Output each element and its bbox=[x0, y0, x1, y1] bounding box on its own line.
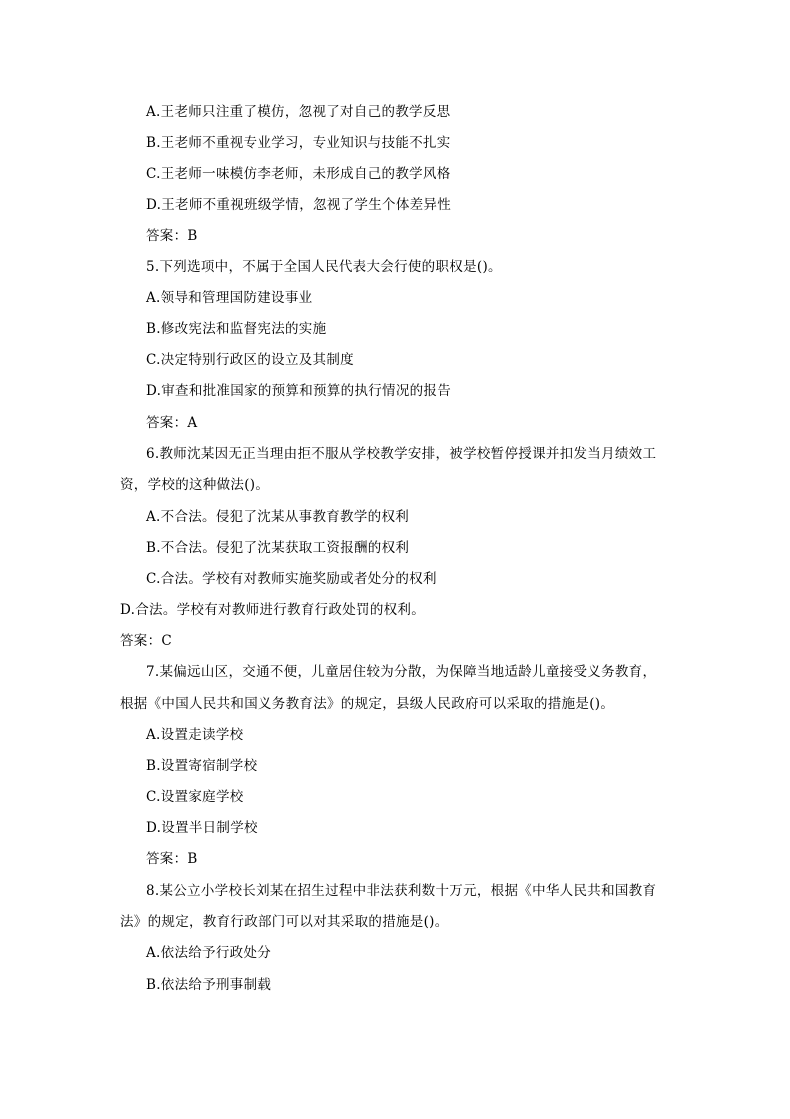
q4-option-a: A.王老师只注重了模仿，忽视了对自己的教学反思 bbox=[146, 104, 451, 120]
q7-option-d: D.设置半日制学校 bbox=[146, 820, 258, 836]
q4-answer: 答案：B bbox=[146, 228, 198, 244]
q6-option-c: C.合法。学校有对教师实施奖励或者处分的权利 bbox=[146, 571, 437, 587]
q8-option-b: B.依法给予刑事制载 bbox=[146, 977, 272, 993]
q5-option-d: D.审查和批准国家的预算和预算的执行情况的报告 bbox=[146, 383, 452, 399]
q5-answer: 答案：A bbox=[146, 415, 198, 431]
q8-stem-line2: 法》的规定，教育行政部门可以对其采取的措施是()。 bbox=[120, 914, 449, 930]
q7-answer: 答案：B bbox=[146, 851, 198, 867]
q4-option-b: B.王老师不重视专业学习，专业知识与技能不扎实 bbox=[146, 135, 451, 151]
q6-option-a: A.不合法。侵犯了沈某从事教育教学的权利 bbox=[146, 509, 410, 525]
q6-option-b: B.不合法。侵犯了沈某获取工资报酬的权利 bbox=[146, 540, 410, 556]
q8-option-a: A.依法给予行政处分 bbox=[146, 945, 272, 961]
q6-stem-line1: 6.教师沈某因无正当理由拒不服从学校教学安排，被学校暂停授课并扣发当月绩效工 bbox=[146, 446, 657, 462]
q5-option-b: B.修改宪法和监督宪法的实施 bbox=[146, 321, 327, 337]
q6-stem-line2: 资，学校的这种做法()。 bbox=[120, 477, 270, 493]
q8-stem-line1: 8.某公立小学校长刘某在招生过程中非法获利数十万元，根据《中华人民共和国教育 bbox=[146, 883, 657, 899]
q4-option-d: D.王老师不重视班级学情，忽视了学生个体差异性 bbox=[146, 197, 452, 213]
q6-answer: 答案：C bbox=[120, 633, 173, 649]
q7-option-c: C.设置家庭学校 bbox=[146, 789, 244, 805]
q7-stem-line1: 7.某偏远山区，交通不便，儿童居住较为分散，为保障当地适龄儿童接受义务教育， bbox=[146, 664, 657, 680]
q5-option-a: A.领导和管理国防建设事业 bbox=[146, 290, 313, 306]
q7-option-b: B.设置寄宿制学校 bbox=[146, 758, 258, 774]
q7-option-a: A.设置走读学校 bbox=[146, 727, 244, 743]
q7-stem-line2: 根据《中国人民共和国义务教育法》的规定，县级人民政府可以采取的措施是()。 bbox=[120, 696, 615, 712]
q4-option-c: C.王老师一味模仿李老师，未形成自己的教学风格 bbox=[146, 166, 451, 182]
q6-option-d: D.合法。学校有对教师进行教育行政处罚的权利。 bbox=[120, 602, 426, 618]
q5-option-c: C.决定特别行政区的设立及其制度 bbox=[146, 352, 354, 368]
q5-stem: 5.下列选项中，不属于全国人民代表大会行使的职权是()。 bbox=[146, 259, 502, 275]
